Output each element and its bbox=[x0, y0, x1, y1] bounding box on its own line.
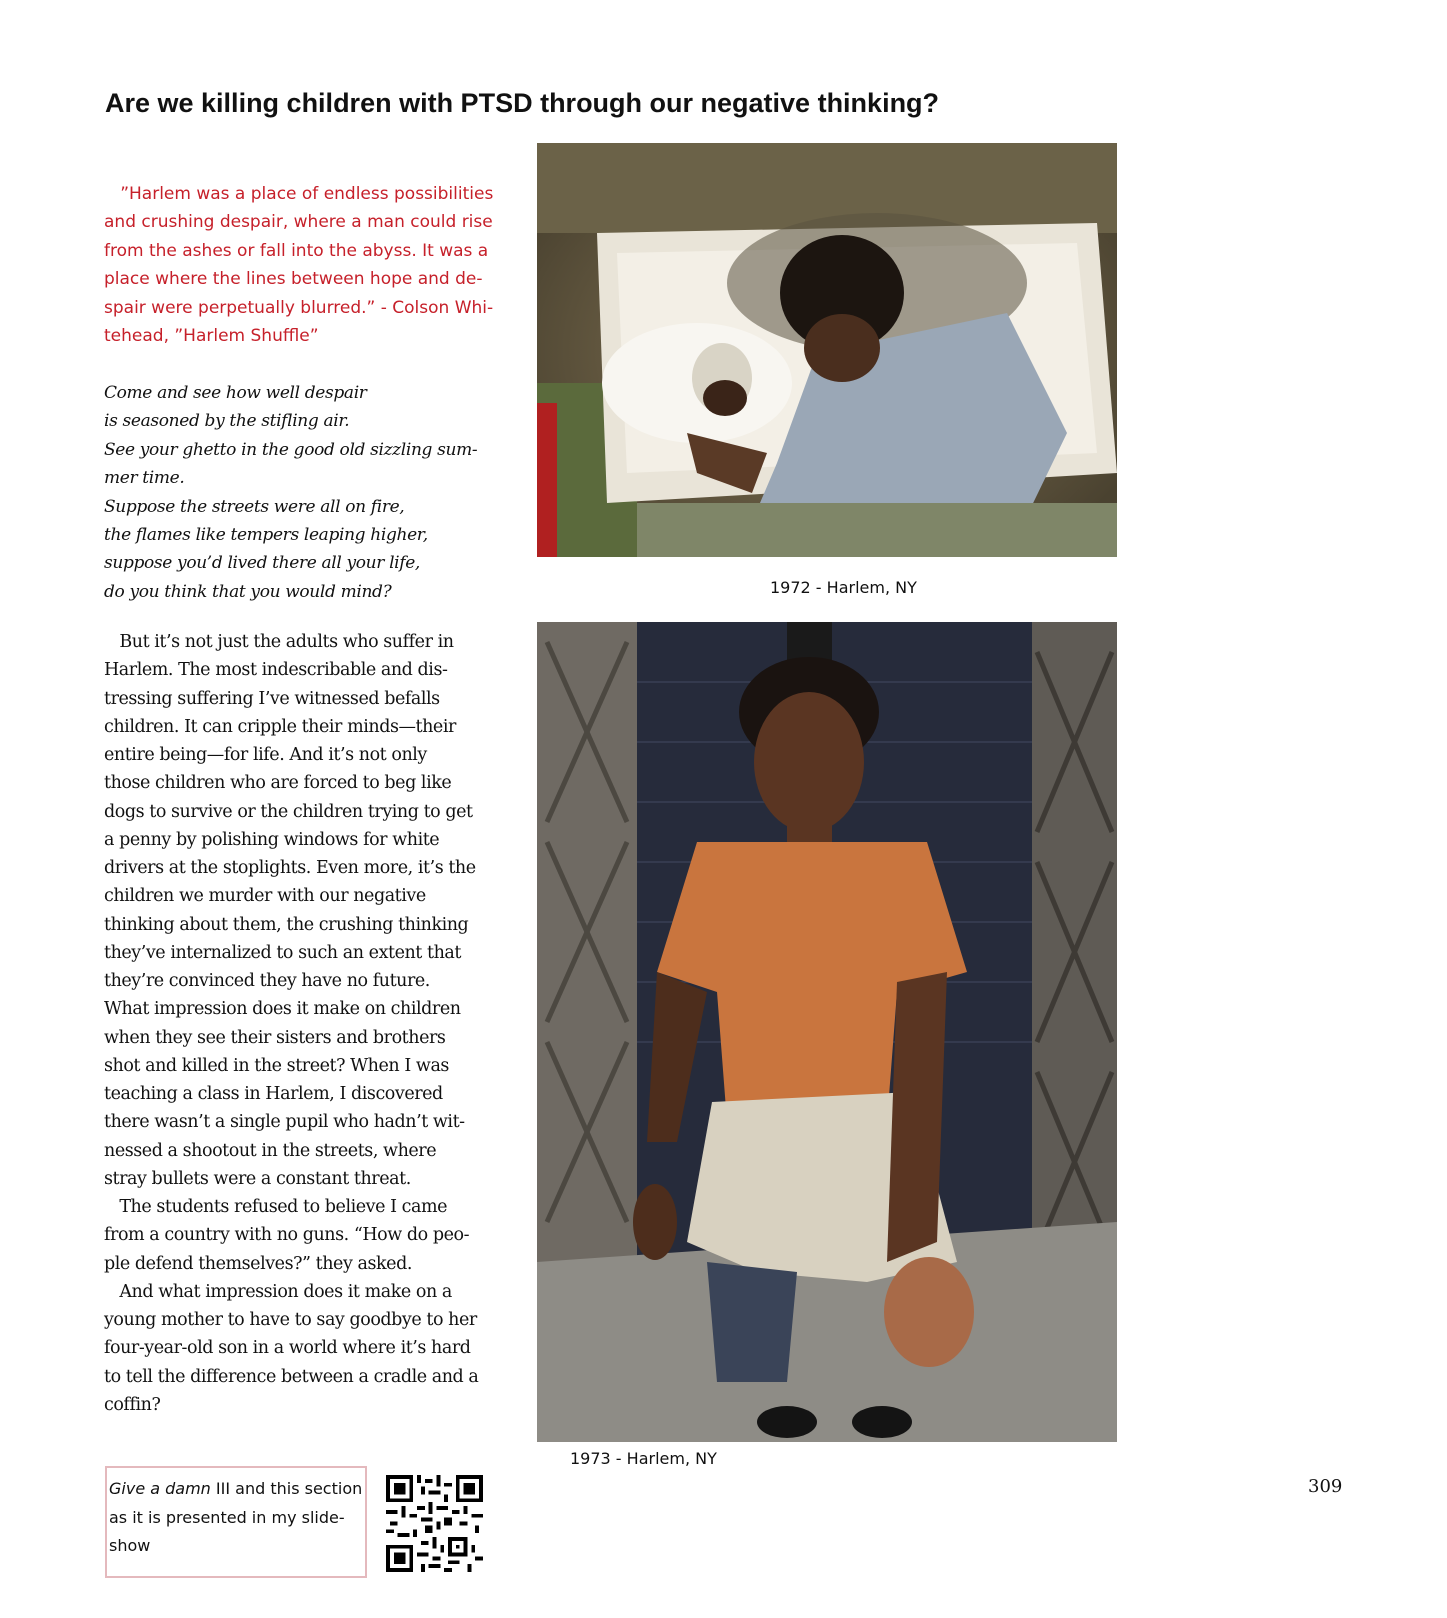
body-line: young mother to have to say goodbye to her bbox=[104, 1310, 477, 1330]
body-line: The students refused to believe I came bbox=[104, 1197, 448, 1217]
poem-line: suppose you’d lived there all your life, bbox=[104, 553, 420, 574]
body-line: stray bullets were a constant threat. bbox=[104, 1168, 411, 1189]
body-line: thinking about them, the crushing thinking bbox=[104, 914, 469, 935]
photo-caption: 1973 - Harlem, NY bbox=[570, 1449, 717, 1468]
body-line: there wasn’t a single pupil who hadn’t wit- bbox=[104, 1112, 465, 1133]
qr-code-icon[interactable] bbox=[386, 1475, 483, 1572]
body-line: drivers at the stoplights. Even more, it’s the bbox=[104, 858, 476, 878]
note-italic: Give a damn bbox=[109, 1479, 211, 1498]
body-line: from a country with no guns. “How do peo- bbox=[104, 1225, 470, 1246]
photo-caption: 1972 - Harlem, NY bbox=[770, 578, 917, 597]
body-line: ple defend themselves?” they asked. bbox=[104, 1253, 412, 1274]
body-line: those children who are forced to beg like bbox=[104, 773, 452, 794]
photo-funeral-illustration bbox=[537, 143, 1117, 557]
body-line: And what impression does it make on a bbox=[104, 1281, 452, 1302]
body-line: shot and killed in the street? When I was bbox=[104, 1055, 449, 1076]
quote-line: place where the lines between hope and de- bbox=[104, 269, 483, 290]
body-line: What impression does it make on children bbox=[104, 999, 461, 1020]
note-line: as it is presented in my slide- bbox=[109, 1507, 345, 1527]
photo-boy-1973 bbox=[537, 622, 1117, 1442]
body-line: entire being—for life. And it’s not only bbox=[104, 745, 427, 765]
body-line: they’re convinced they have no future. bbox=[104, 971, 430, 991]
quote-line: ”Harlem was a place of endless possibilities bbox=[104, 184, 494, 204]
body-line: four-year-old son in a world where it’s hard bbox=[104, 1338, 471, 1359]
note-text: III and this section bbox=[210, 1479, 363, 1498]
body-line: children we murder with our negative bbox=[104, 886, 426, 907]
poem-line: is seasoned by the stifling air. bbox=[104, 411, 350, 432]
body-line: dogs to survive or the children trying to get bbox=[104, 801, 473, 822]
body-line: a penny by polishing windows for white bbox=[104, 829, 440, 850]
slideshow-note bbox=[105, 1466, 367, 1578]
pull-quote bbox=[104, 180, 504, 350]
page-number: 309 bbox=[1308, 1476, 1343, 1497]
quote-line: spair were perpetually blurred.” - Colson Whi- bbox=[104, 297, 494, 318]
poem bbox=[104, 379, 504, 606]
body-line: tressing suffering I’ve witnessed befalls bbox=[104, 688, 440, 709]
poem-line: the flames like tempers leaping higher, bbox=[104, 525, 428, 546]
body-line: But it’s not just the adults who suffer in bbox=[104, 632, 454, 652]
body-line: Harlem. The most indescribable and dis- bbox=[104, 660, 448, 681]
body-line: they’ve internalized to such an extent that bbox=[104, 942, 461, 963]
quote-line: from the ashes or fall into the abyss. It was a bbox=[104, 240, 489, 261]
body-line: coffin? bbox=[104, 1394, 161, 1415]
page-title: Are we killing children with PTSD through our negative thinking? bbox=[105, 88, 940, 118]
note-line bbox=[109, 1475, 365, 1504]
poem-line: do you think that you would mind? bbox=[104, 581, 392, 602]
poem-line: Suppose the streets were all on fire, bbox=[104, 496, 405, 517]
quote-line: tehead, ”Harlem Shuffle” bbox=[104, 326, 319, 347]
photo-funeral-1972 bbox=[537, 143, 1117, 557]
body-line: teaching a class in Harlem, I discovered bbox=[104, 1084, 443, 1104]
quote-line: and crushing despair, where a man could rise bbox=[104, 212, 493, 233]
poem-line: Come and see how well despair bbox=[104, 383, 367, 403]
body-line: when they see their sisters and brothers bbox=[104, 1027, 446, 1048]
poem-line: mer time. bbox=[104, 468, 185, 489]
body-text bbox=[104, 628, 504, 1419]
body-line: nessed a shootout in the streets, where bbox=[104, 1140, 437, 1161]
body-line: to tell the difference between a cradle and a bbox=[104, 1366, 479, 1387]
poem-line: See your ghetto in the good old sizzling sum- bbox=[104, 439, 478, 460]
body-line: children. It can cripple their minds—their bbox=[104, 716, 456, 737]
note-line: show bbox=[109, 1536, 151, 1555]
photo-boy-illustration bbox=[537, 622, 1117, 1442]
